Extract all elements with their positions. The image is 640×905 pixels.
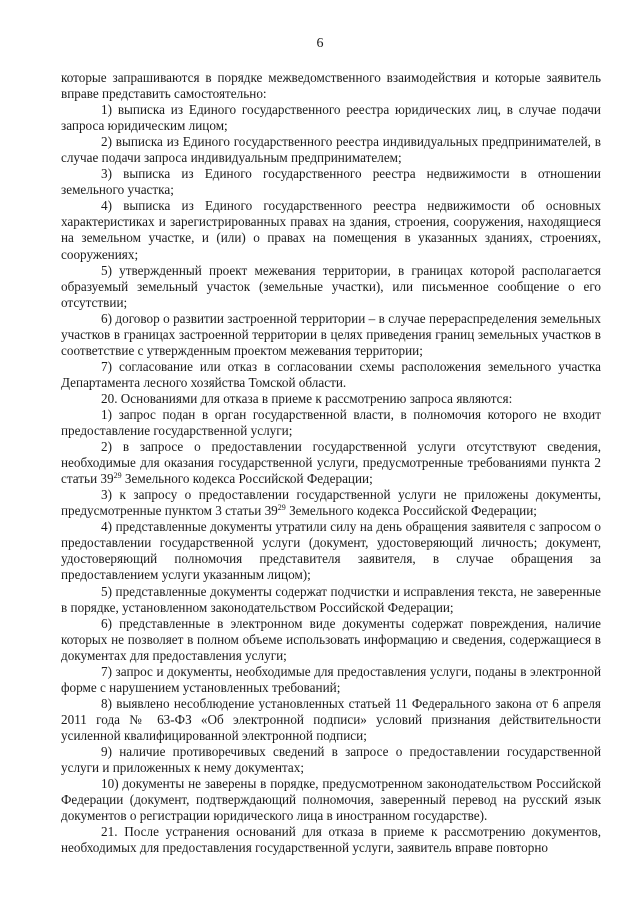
refusal-item-7: 7) запрос и документы, необходимые для предоставления услуги, поданы в электронной форме с нарушением установленных требований; (61, 663, 601, 695)
list-item-4-buildings-rights-extract: 4) выписка из Единого государственного реестра недвижимости об основных характеристиках и зарегистрированных правах на здания, строения, сооружения, находящиеся на земельном участке, и (или) о правах на помещения в указанных зданиях, строениях, сооружениях; (61, 198, 601, 262)
article-superscript: 29 (277, 503, 286, 513)
refusal-item-1: 1) запрос подан в орган государственной власти, в полномочия которого не входит предоставление государственной услуги; (61, 406, 601, 439)
refusal-item-3 (61, 487, 601, 519)
article-superscript: 29 (113, 471, 122, 481)
refusal-item-8: 8) выявлено несоблюдение установленных статьей 11 Федерального закона от 6 апреля 2011 года № 63-ФЗ «Об электронной подписи» условий признания действительности усиленной квалифицированной электронной подписи; (61, 695, 601, 743)
section-20-heading: 20. Основаниями для отказа в приеме к рассмотрению запроса являются: (101, 390, 513, 406)
refusal-item-6: 6) представленные в электронном виде документы содержат повреждения, наличие которых не позволяет в полном объеме использовать информацию и сведения, содержащиеся в документах для предоставления услуги; (61, 615, 601, 663)
list-item-5-land-survey-project: 5) утвержденный проект межевания территории, в границах которой располагается образуемый земельный участок (земельные участки), или письменное сообщение о его отсутствии; (61, 262, 601, 310)
refusal-item-2-text: 2) в запросе о предоставлении государственной услуги отсутствуют сведения, необходимые для оказания государственной услуги, предусмотренные требованиями пункта 2 статьи 39 (61, 439, 601, 487)
paragraph-intro-continuation: которые запрашиваются в порядке межведомственного взаимодействия и которые заявитель вправе представить самостоятельно: (61, 70, 601, 102)
document-body (61, 70, 601, 856)
section-21-paragraph: 21. После устранения оснований для отказа в приеме к рассмотрению документов, необходимых для предоставления государственной услуги, заявитель вправе повторно (61, 824, 601, 856)
list-item-7-forestry-approval: 7) согласование или отказ в согласовании схемы расположения земельного участка Департамента лесного хозяйства Томской области. (61, 358, 601, 390)
page-number: 6 (316, 36, 324, 51)
refusal-item-2 (61, 439, 601, 487)
list-item-3-real-estate-extract: 3) выписка из Единого государственного реестра недвижимости в отношении земельного участка; (61, 166, 601, 198)
list-item-1-legal-entities-extract: 1) выписка из Единого государственного реестра юридических лиц, в случае подачи запроса юридическим лицом; (61, 102, 601, 134)
refusal-item-10: 10) документы не заверены в порядке, предусмотренном законодательством Российской Федерации (документ, подтверждающий полномочия, заверенный перевод на русский язык документов о регистрации юридического лица в иностранном государстве). (61, 776, 601, 824)
refusal-item-9: 9) наличие противоречивых сведений в запросе о предоставлении государственной услуги и приложенных к нему документах; (61, 743, 601, 776)
refusal-item-4: 4) представленные документы утратили силу на день обращения заявителя с запросом о предоставлении государственной услуги (документ, удостоверяющий личность; документ, удостоверяющий полномочия представителя заявителя, в случае обращения за предоставлением услуги указанным лицом); (61, 519, 601, 583)
list-item-2-entrepreneurs-extract: 2) выписка из Единого государственного реестра индивидуальных предпринимателей, в случае подачи запроса индивидуальным предпринимателем; (61, 134, 601, 166)
refusal-item-2-tail: Земельного кодекса Российской Федерации; (121, 471, 373, 487)
refusal-item-3-text: 3) к запросу о предоставлении государственной услуги не приложены документы, предусмотренные пунктом 3 статьи 39 (61, 487, 601, 519)
list-item-6-development-contract: 6) договор о развитии застроенной территории – в случае перераспределения земельных участков в границах застроенной территории в целях приведения границ земельных участков в соответствие с утвержденным проектом межевания территории; (61, 310, 601, 358)
refusal-item-5: 5) представленные документы содержат подчистки и исправления текста, не заверенные в порядке, установленном законодательством Российской Федерации; (61, 583, 601, 615)
refusal-item-3-tail: Земельного кодекса Российской Федерации; (285, 503, 537, 519)
